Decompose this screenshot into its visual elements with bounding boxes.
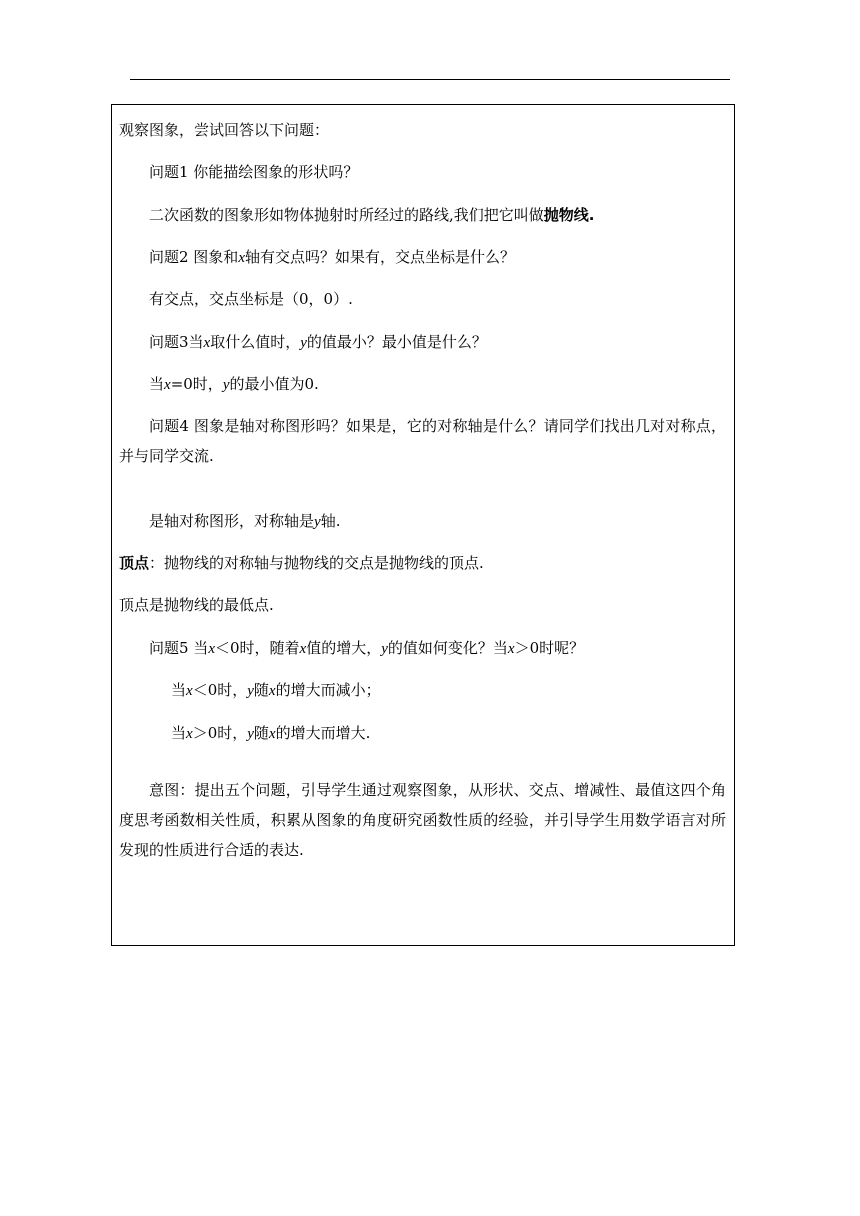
var-y: y	[300, 335, 307, 351]
lesson-content-box	[111, 104, 735, 946]
var-x: x	[208, 641, 215, 657]
question-3	[119, 332, 487, 353]
answer-1-text: 二次函数的图象形如物体抛射时所经过的路线,我们把它叫做	[149, 206, 544, 224]
question-2-pre: 问题2 图象和	[149, 248, 239, 266]
answer-2	[119, 289, 353, 309]
question-3-mid: 取什么值时，	[210, 333, 301, 351]
var-y: y	[247, 683, 254, 699]
var-y: y	[314, 514, 321, 530]
question-5-part: ＞0时呢？	[514, 639, 585, 657]
intent-text: 意图：提出五个问题，引导学生通过观察图象，从形状、交点、增减性、最值这四个角度思考函数相关性质，积累从图象的角度研究函数性质的经验，并引导学生用数学语言对所发现的性质进行合适的表达.	[119, 781, 726, 859]
answer-5a-part: ＜0时，	[192, 681, 248, 699]
var-x: x	[186, 726, 193, 742]
question-5-part: 的值如何变化？当	[387, 639, 508, 657]
answer-5b-part: ＞0时，	[192, 724, 248, 742]
answer-5a-part: 当	[171, 681, 187, 699]
question-5-part: 问题5 当	[149, 639, 209, 657]
answer-4	[119, 511, 340, 532]
answer-2-text: 有交点，交点坐标是（0，0）.	[149, 290, 353, 308]
lowest-point-text: 顶点是抛物线的最低点.	[119, 596, 274, 614]
var-y: y	[381, 641, 388, 657]
question-5	[119, 638, 584, 659]
answer-5b-part: 的增大而增大.	[275, 724, 371, 742]
intro-text: 观察图象，尝试回答以下问题：	[119, 121, 330, 139]
header-rule	[130, 79, 730, 80]
answer-5a-part: 的增大而减小；	[275, 681, 381, 699]
vertex-definition	[119, 553, 484, 573]
var-y: y	[222, 377, 230, 393]
answer-3-mid: =0时，	[170, 375, 223, 393]
answer-4-pre: 是轴对称图形，对称轴是	[149, 512, 315, 530]
question-1-text: 问题1 你能描绘图象的形状吗？	[149, 163, 359, 181]
var-x: x	[299, 641, 307, 657]
var-y: y	[247, 726, 254, 742]
intent-paragraph	[119, 775, 726, 865]
var-x: x	[186, 683, 193, 699]
question-4-text: 问题4 图象是轴对称图形吗？如果是，它的对称轴是什么？请同学们找出几对对称点，并与同学交流.	[119, 417, 726, 465]
answer-5b	[119, 723, 370, 744]
var-x: x	[268, 726, 276, 742]
answer-3	[119, 374, 319, 395]
question-2	[119, 247, 515, 268]
question-3-post: 的值最小？最小值是什么？	[306, 333, 487, 351]
question-1	[119, 162, 358, 182]
question-4	[119, 411, 726, 471]
intro-line	[119, 120, 329, 140]
answer-3-pre: 当	[149, 375, 165, 393]
question-3-pre: 问题3当	[149, 333, 204, 351]
answer-5a-part: 随	[253, 681, 269, 699]
answer-5b-part: 当	[171, 724, 187, 742]
answer-1	[119, 205, 594, 225]
var-x: x	[164, 377, 171, 393]
var-x: x	[268, 683, 276, 699]
answer-5b-part: 随	[253, 724, 269, 742]
var-x: x	[203, 335, 211, 351]
parabola-term: 抛物线.	[543, 206, 595, 224]
answer-4-post: 轴.	[320, 512, 341, 530]
answer-3-post: 的最小值为0.	[229, 375, 319, 393]
vertex-definition-text: ：抛物线的对称轴与抛物线的交点是抛物线的顶点.	[149, 554, 484, 572]
var-x: x	[238, 250, 245, 266]
answer-5a	[119, 680, 381, 701]
question-5-part: 值的增大，	[306, 639, 382, 657]
lowest-point-line	[119, 595, 274, 615]
vertex-term: 顶点	[119, 554, 150, 572]
question-2-post: 轴有交点吗？如果有，交点坐标是什么？	[244, 248, 515, 266]
question-5-part: ＜0时，随着	[214, 639, 300, 657]
var-x: x	[507, 641, 515, 657]
